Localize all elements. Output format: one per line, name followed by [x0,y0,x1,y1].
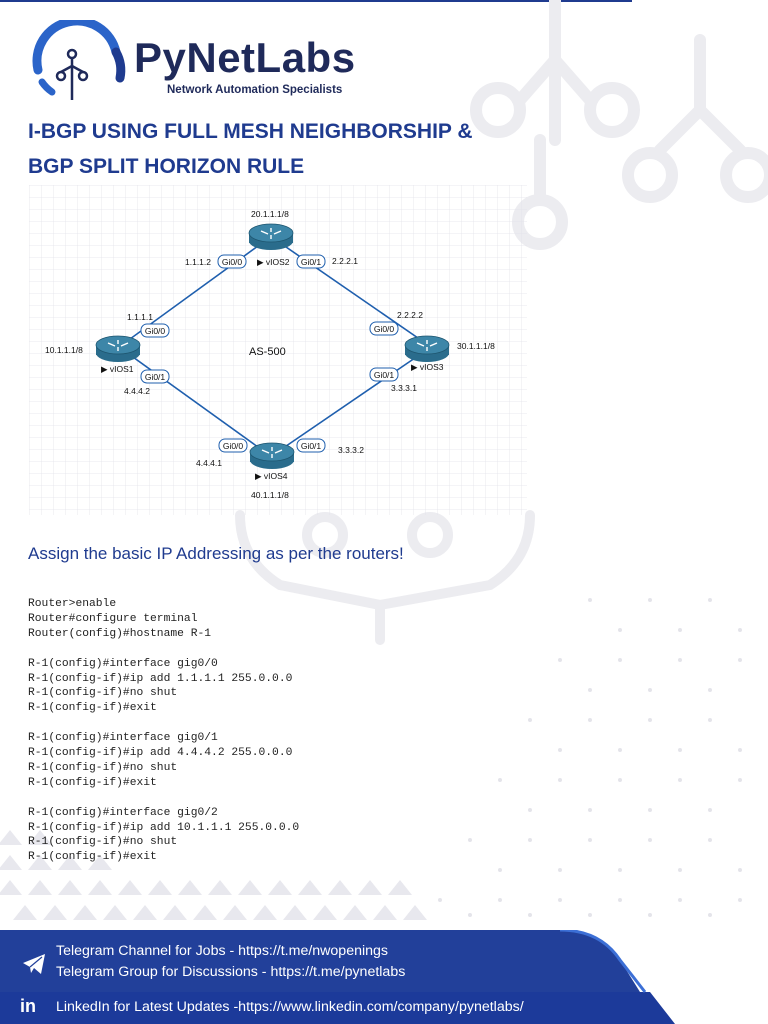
linkedin-link[interactable]: LinkedIn for Latest Updates -https://www.linkedin.com/company/pynetlabs/ [56,999,524,1015]
if-label: Gi0/1 [144,372,166,382]
ip-label: 1.1.1.1 [127,312,153,322]
ip-label: 3.3.3.2 [338,445,364,455]
code-line: R-1(config-if)#exit [28,776,157,789]
router-icon[interactable] [96,336,140,362]
code-line: R-1(config)#interface gig0/2 [28,806,218,819]
router-name: ▶ vIOS2 [257,257,290,267]
code-blank-line [28,642,299,657]
ip-label: 2.2.2.2 [397,310,423,320]
router-icon[interactable] [249,224,293,250]
if-label: Gi0/1 [300,257,322,267]
ip-label: 4.4.4.2 [124,386,150,396]
page-title-line-2: BGP SPLIT HORIZON RULE [28,155,305,178]
code-line: R-1(config-if)#no shut [28,761,178,774]
if-label: Gi0/0 [373,324,395,334]
code-line: R-1(config)#interface gig0/0 [28,657,218,670]
loopback-label: 20.1.1.1/8 [251,209,289,219]
code-line: R-1(config-if)#exit [28,702,157,715]
telegram-jobs-link[interactable]: Telegram Channel for Jobs - https://t.me/nwopenings [56,943,388,959]
ip-label: 1.1.1.2 [185,257,211,267]
if-label: Gi0/0 [222,441,244,451]
topology-diagram [29,185,527,515]
code-line: R-1(config-if)#ip add 4.4.4.2 255.0.0.0 [28,747,293,760]
section-subheading: Assign the basic IP Addressing as per the routers! [28,544,404,563]
code-line: R-1(config-if)#no shut [28,687,178,700]
ip-label: 4.4.4.1 [196,458,222,468]
if-label: Gi0/0 [144,326,166,336]
router-icon[interactable] [250,443,294,469]
if-label: Gi0/0 [221,257,243,267]
linkedin-icon: in [20,996,36,1016]
if-label: Gi0/1 [300,441,322,451]
page-title-line-1: I-BGP USING FULL MESH NEIGHBORSHIP & [28,120,473,143]
router-name: ▶ vIOS1 [101,364,134,374]
code-blank-line [28,791,299,806]
router-icon[interactable] [405,336,449,362]
brand-tagline: Network Automation Specialists [167,84,343,96]
ip-label: 2.2.2.1 [332,256,358,266]
code-line: R-1(config-if)#ip add 1.1.1.1 255.0.0.0 [28,672,293,685]
config-code-block [28,597,299,865]
telegram-icon [22,953,46,975]
code-line: R-1(config-if)#ip add 10.1.1.1 255.0.0.0 [28,821,300,834]
code-blank-line [28,716,299,731]
loopback-label: 40.1.1.1/8 [251,490,289,500]
code-line: R-1(config-if)#no shut [28,836,178,849]
as-label: AS-500 [249,346,286,358]
telegram-group-link[interactable]: Telegram Group for Discussions - https://t.me/pynetlabs [56,964,406,980]
router-name: ▶ vIOS3 [411,362,444,372]
loopback-label: 10.1.1.1/8 [45,345,83,355]
code-line: R-1(config)#interface gig0/1 [28,732,218,745]
if-label: Gi0/1 [373,370,395,380]
code-line: Router#configure terminal [28,612,198,625]
code-line: Router>enable [28,598,117,610]
router-name: ▶ vIOS4 [255,471,288,481]
brand-name: PyNetLabs [134,34,356,81]
ip-label: 3.3.3.1 [391,383,417,393]
loopback-label: 30.1.1.1/8 [457,341,495,351]
code-line: R-1(config-if)#exit [28,851,157,864]
code-line: Router(config)#hostname R-1 [28,627,212,640]
